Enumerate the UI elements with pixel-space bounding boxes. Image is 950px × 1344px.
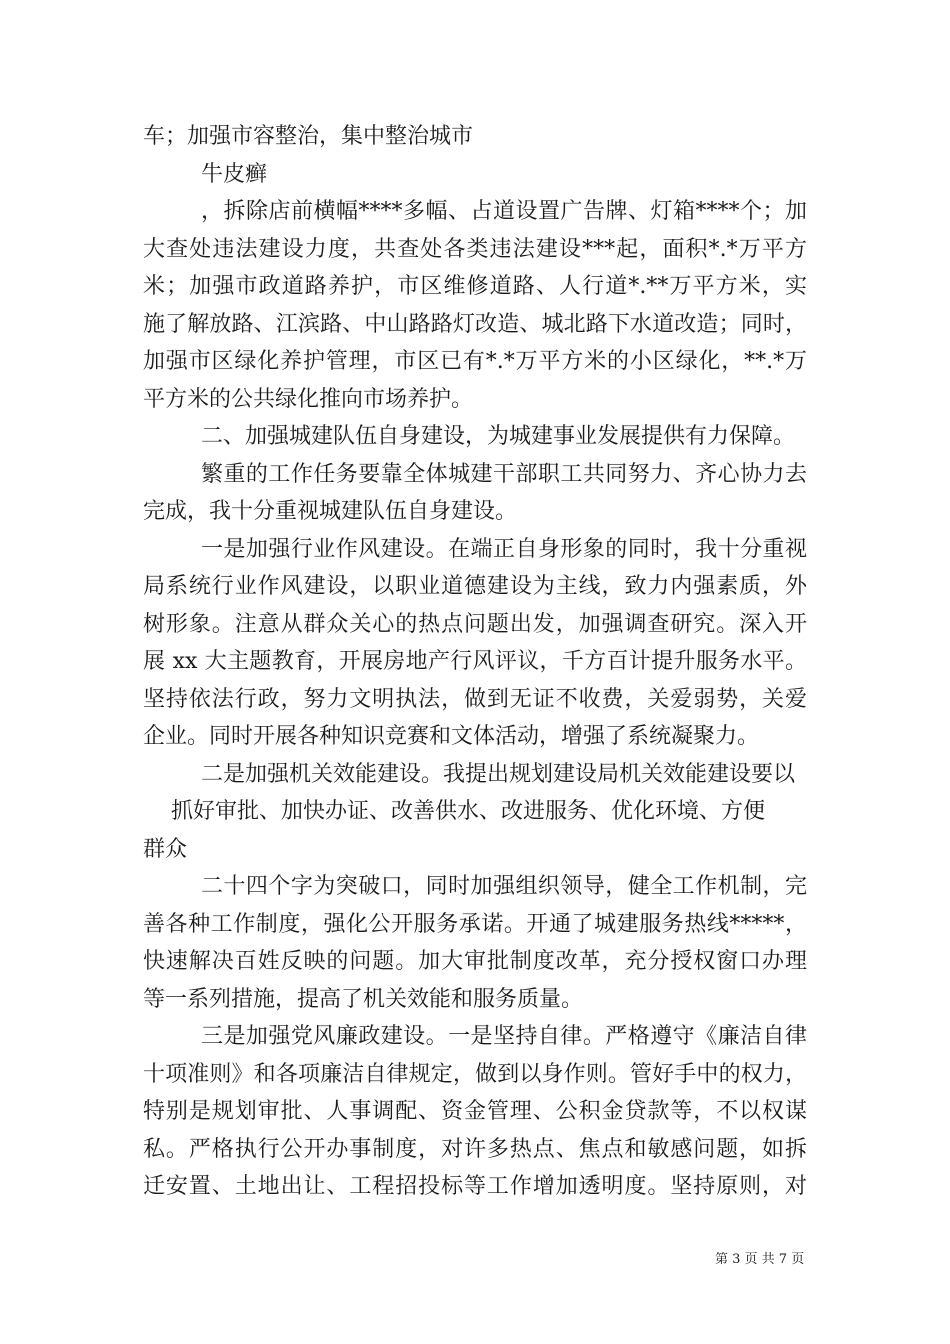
- text-line: 二十四个字为突破口，同时加强组织领导，健全工作机制，完: [201, 874, 807, 899]
- page-number: 第 3 页 共 7 页: [715, 1252, 805, 1267]
- text-line: 坚持依法行政，努力文明执法，做到无证不收费，关爱弱势，关爱: [143, 686, 807, 712]
- text-line: 局系统行业作风建设，以职业道德建设为主线，致力内强素质，外: [143, 574, 807, 599]
- text-line: 完成，我十分重视城建队伍自身建设。: [143, 499, 518, 524]
- text-line: 等一系列措施，提高了机关效能和服务质量。: [143, 986, 584, 1012]
- text-line: 大查处违法建设力度，共查处各类违法建设***起，面积*.*万平方: [143, 236, 807, 262]
- text-line: 牛皮癣: [201, 161, 268, 187]
- text-line: 平方米的公共绿化推向市场养护。: [143, 386, 474, 412]
- text-line: ，拆除店前横幅****多幅、占道设置广告牌、灯箱****个；加: [201, 199, 807, 224]
- text-line: 繁重的工作任务要靠全体城建干部职工共同努力、齐心协力去: [201, 461, 807, 487]
- section-heading: 二、加强城建队伍自身建设，为城建事业发展提供有力保障。: [201, 424, 796, 449]
- text-line: 一是加强行业作风建设。在端正自身形象的同时，我十分重视: [201, 536, 807, 562]
- text-line: 加强市区绿化养护管理，市区已有*.*万平方米的小区绿化，**.*万: [143, 349, 807, 374]
- document-body: [143, 118, 807, 1206]
- text-line: 快速解决百姓反映的问题。加大审批制度改革，充分授权窗口办理: [143, 949, 807, 974]
- text-line: 米；加强市政道路养护，市区维修道路、人行道*.**万平方米，实: [143, 274, 807, 299]
- text-line: 施了解放路、江滨路、中山路路灯改造、城北路下水道改造；同时，: [143, 311, 807, 337]
- text-line: 展 xx 大主题教育，开展房地产行风评议，千方百计提升服务水平。: [143, 649, 807, 674]
- text-line: 树形象。注意从群众关心的热点问题出发，加强调查研究。深入开: [143, 611, 807, 637]
- text-line: 特别是规划审批、人事调配、资金管理、公积金贷款等，不以权谋: [143, 1099, 807, 1124]
- text-line: 群众: [143, 836, 188, 862]
- text-line: 抓好审批、加快办证、改善供水、改进服务、优化环境、方便: [171, 799, 766, 824]
- text-line: 车；加强市容整治，集中整治城市: [143, 124, 474, 149]
- text-line: 迁安置、土地出让、工程招投标等工作增加透明度。坚持原则，对: [143, 1174, 807, 1199]
- text-line: 三是加强党风廉政建设。一是坚持自律。严格遵守《廉洁自律: [201, 1024, 807, 1049]
- text-line: 善各种工作制度，强化公开服务承诺。开通了城建服务热线*****，: [143, 911, 807, 937]
- text-line: 企业。同时开展各种知识竞赛和文体活动，增强了系统凝聚力。: [143, 724, 760, 749]
- text-line: 二是加强机关效能建设。我提出规划建设局机关效能建设要以: [201, 761, 796, 787]
- text-line: 私。严格执行公开办事制度，对许多热点、焦点和敏感问题，如拆: [143, 1136, 807, 1162]
- text-line: 十项准则》和各项廉洁自律规定，做到以身作则。管好手中的权力，: [143, 1061, 807, 1087]
